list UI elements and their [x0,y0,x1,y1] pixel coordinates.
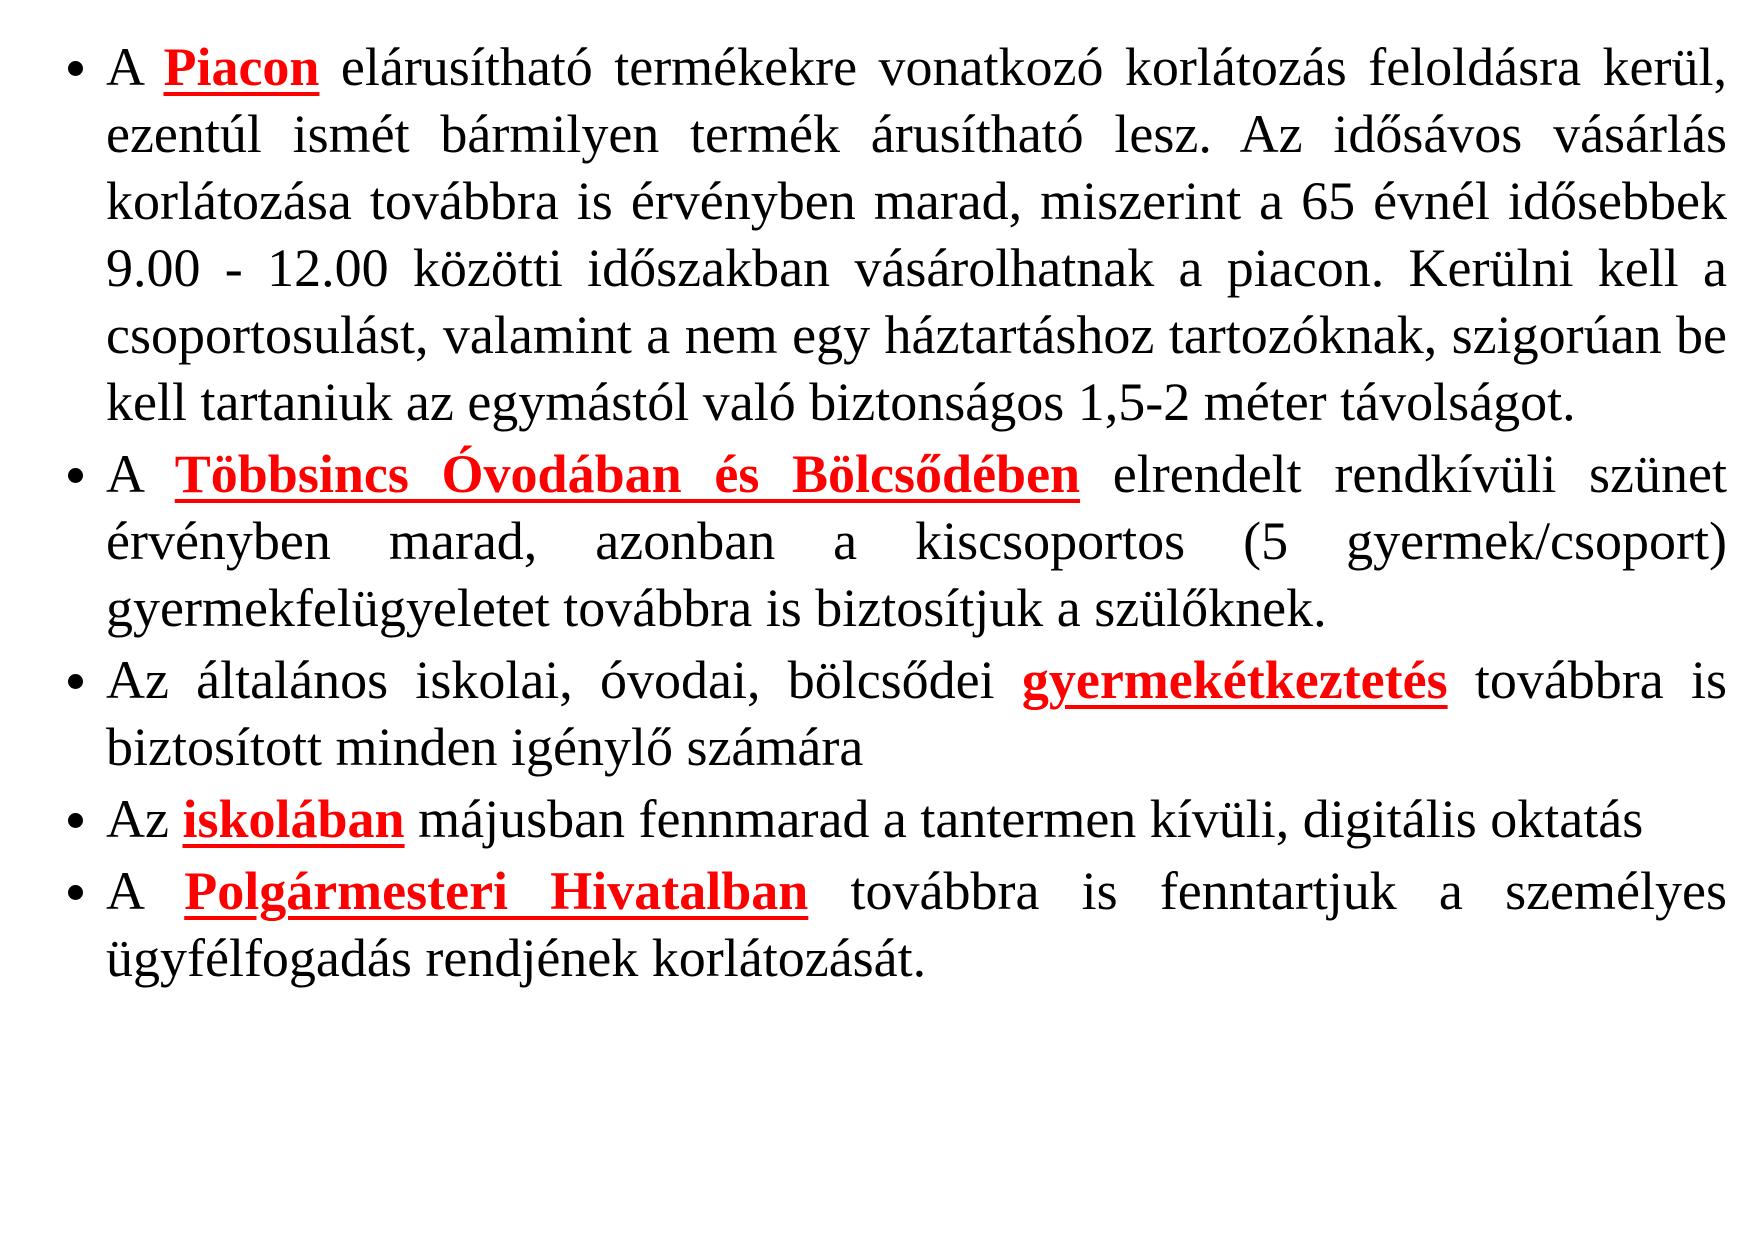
item-text-before: Az általános iskolai, óvodai, bölcsődei [106,650,1022,710]
item-text-before: A [106,861,185,921]
item-text-after: továbbra is biztosított minden igénylő számára [106,650,1727,777]
announcement-list [62,34,1727,992]
item-text-after: továbbra is fenntartjuk a személyes ügyfélfogadás rendjének korlátozását. [106,861,1727,988]
item-text-before: A [106,37,164,97]
item-text-before: Az [106,789,183,849]
item-text-before: A [106,444,175,504]
announcement-document [62,34,1727,997]
item-text-after: májusban fennmarad a tantermen kívüli, digitális oktatás [404,789,1644,849]
highlight-mayors-office: Polgármesteri Hivatalban [184,861,809,921]
highlight-child-catering: gyermekétkeztetés [1021,650,1448,710]
highlight-school: iskolában [182,789,405,849]
list-item-child-catering [62,647,1727,781]
list-item-market [62,34,1727,436]
highlight-market: Piacon [163,37,320,97]
list-item-mayors-office [62,858,1727,992]
list-item-kindergarten [62,441,1727,642]
highlight-kindergarten: Többsincs Óvodában és Bölcsődében [174,444,1081,504]
item-text-after: elárusítható termékekre vonatkozó korlátozás feloldásra kerül, ezentúl ismét bármilyen termék árusítható lesz. Az idősávos vásárlás korlátozása továbbra is érvényben marad, miszerint a 65 évnél idősebbek 9.00 - 12.00 közötti időszakban vásárolhatnak a piacon. Kerülni kell a csoportosulást, valamint a nem egy háztartáshoz tartozóknak, szigorúan be kell tartaniuk az egymástól való biztonságos 1,5-2 méter távolságot. [106,37,1727,432]
item-text-after: elrendelt rendkívüli szünet érvényben marad, azonban a kiscsoportos (5 gyermek/csoport) gyermekfelügyeletet továbbra is biztosítjuk a szülőknek. [106,444,1727,638]
list-item-school [62,786,1727,853]
